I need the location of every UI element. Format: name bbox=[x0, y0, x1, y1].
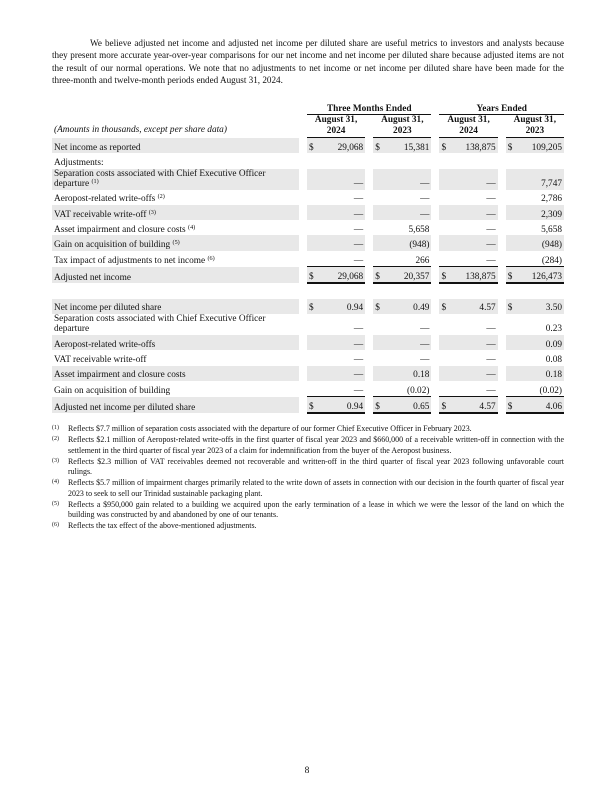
column-header: August 31, 2023 bbox=[373, 115, 431, 138]
table-row bbox=[52, 314, 564, 335]
footnote-text: Reflects $7.7 million of separation costs associated with the departure of our former Chief Executive Officer in February 2023. bbox=[68, 424, 472, 433]
cell-value: — bbox=[353, 255, 364, 266]
currency-symbol bbox=[439, 153, 451, 168]
footnote bbox=[52, 500, 564, 520]
currency-symbol bbox=[506, 235, 518, 250]
currency-symbol: $ bbox=[373, 299, 385, 314]
cell-value: 4.57 bbox=[452, 299, 498, 314]
table-row bbox=[52, 138, 564, 154]
cell-value: 138,875 bbox=[452, 138, 498, 154]
currency-symbol bbox=[373, 366, 385, 381]
cell-value: 5,658 bbox=[541, 224, 562, 235]
row-label: VAT receivable write-off $^{(3)}$ bbox=[52, 205, 299, 220]
cell-value: — bbox=[319, 366, 365, 381]
row-label: Net income per diluted share bbox=[52, 299, 299, 314]
cell-value: 138,875 bbox=[452, 267, 498, 284]
row-label: Separation costs associated with Chief Executive Officer departure bbox=[54, 313, 266, 335]
currency-symbol bbox=[307, 335, 319, 350]
cell-value: — bbox=[420, 355, 430, 366]
cell-value: 109,205 bbox=[518, 138, 564, 154]
table-row bbox=[52, 190, 564, 205]
cell-value: — bbox=[486, 385, 496, 396]
cell-value: (948) bbox=[518, 235, 564, 250]
currency-symbol bbox=[439, 220, 451, 235]
amounts-label: (Amounts in thousands, except per share data) bbox=[54, 125, 227, 135]
intro-paragraph: We believe adjusted net income and adjusted net income per diluted share are useful metrics to investors and analysts because they present more accurate year-over-year comparisons for our net income and net income per diluted share because adjusted items are not the result of our normal operations. We note that no adjustments to net income or net income per diluted share have been made for the three-month and twelve-month periods ended August 31, 2024. bbox=[52, 38, 564, 86]
row-label: VAT receivable write-off bbox=[54, 355, 147, 366]
cell-value: 0.94 bbox=[319, 299, 365, 314]
cell-value bbox=[385, 153, 431, 168]
cell-value: — bbox=[486, 255, 496, 266]
row-label: Separation costs associated with Chief Executive Officer departure $^{(1)}$ bbox=[52, 169, 299, 190]
currency-symbol bbox=[307, 153, 319, 168]
cell-value: — bbox=[319, 205, 365, 220]
cell-value: — bbox=[452, 235, 498, 250]
currency-symbol bbox=[373, 220, 385, 235]
currency-symbol: $ bbox=[373, 397, 385, 414]
cell-value: (0.02) bbox=[539, 385, 562, 396]
footnote-mark: (2) bbox=[52, 436, 59, 443]
table-row bbox=[52, 299, 564, 314]
currency-symbol bbox=[506, 381, 518, 397]
currency-symbol: $ bbox=[506, 397, 518, 414]
cell-value: — bbox=[319, 169, 365, 190]
cell-value: — bbox=[385, 335, 431, 350]
cell-value: (948) bbox=[385, 235, 431, 250]
page-number: 8 bbox=[304, 766, 310, 776]
currency-symbol bbox=[439, 205, 451, 220]
currency-symbol: $ bbox=[439, 267, 451, 284]
cell-value: — bbox=[486, 224, 496, 235]
row-label: Adjusted net income bbox=[52, 267, 299, 284]
cell-value: (0.02) bbox=[406, 385, 430, 396]
currency-symbol bbox=[373, 314, 385, 335]
currency-symbol bbox=[373, 381, 385, 397]
cell-value: — bbox=[353, 324, 364, 335]
group-header-years: Years Ended bbox=[439, 97, 564, 115]
footnote-text: Reflects $2.1 million of Aeropost-related write-offs in the first quarter of fiscal year 2023 and $660,000 of a receivable written-off in connection with the settlement in the third quarter of fiscal year 2023 of a claim for indemnification from the buyer of the Aeropost business. bbox=[68, 435, 564, 455]
cell-value: — bbox=[319, 235, 365, 250]
cell-value: 0.94 bbox=[319, 397, 365, 414]
footnote-mark: (3) bbox=[52, 457, 59, 464]
spacer-row bbox=[52, 283, 564, 298]
footnote-text: Reflects $2.3 million of VAT receivables deemed not recoverable and written-off in the third quarter of fiscal year 2023 following unfavorable court rulings. bbox=[68, 456, 564, 476]
currency-symbol bbox=[439, 350, 451, 365]
currency-symbol bbox=[439, 169, 451, 190]
currency-symbol bbox=[506, 350, 518, 365]
cell-value: — bbox=[452, 366, 498, 381]
currency-symbol bbox=[307, 205, 319, 220]
currency-symbol: $ bbox=[439, 299, 451, 314]
group-header-three-months: Three Months Ended bbox=[307, 97, 431, 115]
table-row bbox=[52, 251, 564, 267]
cell-value: — bbox=[486, 355, 496, 366]
currency-symbol bbox=[373, 235, 385, 250]
currency-symbol bbox=[373, 153, 385, 168]
currency-symbol bbox=[439, 190, 451, 205]
cell-value bbox=[452, 153, 498, 168]
currency-symbol bbox=[307, 220, 319, 235]
footnote bbox=[52, 424, 564, 434]
currency-symbol: $ bbox=[373, 267, 385, 284]
currency-symbol bbox=[307, 169, 319, 190]
footnote-text: Reflects $5.7 million of impairment charges primarily related to the write down of assets in connection with our decision in the fourth quarter of fiscal year 2023 to seek to sell our Trinidad sustainable packaging plant. bbox=[68, 478, 564, 498]
currency-symbol bbox=[506, 153, 518, 168]
footnote-text: Reflects the tax effect of the above-mentioned adjustments. bbox=[68, 521, 257, 531]
row-label: Gain on acquisition of building $^{(5)}$ bbox=[52, 235, 299, 250]
currency-symbol: $ bbox=[439, 138, 451, 154]
cell-value: — bbox=[385, 205, 431, 220]
cell-value: 0.09 bbox=[518, 335, 564, 350]
footnote bbox=[52, 457, 564, 477]
currency-symbol bbox=[307, 366, 319, 381]
cell-value: — bbox=[452, 335, 498, 350]
currency-symbol bbox=[506, 205, 518, 220]
row-label: Asset impairment and closure costs $^{(4)}$ bbox=[54, 223, 196, 235]
currency-symbol: $ bbox=[307, 138, 319, 154]
row-label: Tax impact of adjustments to net income $^{(6)}$ bbox=[54, 255, 215, 267]
currency-symbol bbox=[373, 205, 385, 220]
currency-symbol bbox=[373, 169, 385, 190]
cell-value: 4.06 bbox=[518, 397, 564, 414]
table-row bbox=[52, 267, 564, 284]
cell-value: — bbox=[452, 169, 498, 190]
currency-symbol: $ bbox=[506, 267, 518, 284]
row-label: Aeropost-related write-offs $^{(2)}$ bbox=[54, 193, 165, 205]
cell-value: 0.23 bbox=[545, 324, 562, 335]
cell-value: 29,068 bbox=[319, 267, 365, 284]
footnote-mark: (6) bbox=[52, 522, 59, 529]
table-row bbox=[52, 350, 564, 365]
currency-symbol bbox=[506, 251, 518, 267]
currency-symbol: $ bbox=[506, 299, 518, 314]
cell-value: 5,658 bbox=[408, 224, 430, 235]
currency-symbol: $ bbox=[506, 138, 518, 154]
currency-symbol bbox=[307, 190, 319, 205]
table-row bbox=[52, 235, 564, 250]
cell-value: — bbox=[420, 324, 430, 335]
footnote-mark: (1) bbox=[52, 425, 59, 431]
cell-value: 0.65 bbox=[385, 397, 431, 414]
row-label: Adjustments: bbox=[54, 158, 104, 169]
currency-symbol bbox=[506, 314, 518, 335]
table-row bbox=[52, 335, 564, 350]
cell-value: 4.57 bbox=[452, 397, 498, 414]
table-row bbox=[52, 220, 564, 235]
cell-value: — bbox=[486, 324, 496, 335]
cell-value: 3.50 bbox=[518, 299, 564, 314]
currency-symbol bbox=[439, 335, 451, 350]
row-label: Adjusted net income per diluted share bbox=[52, 397, 299, 414]
column-header: August 31, 2023 bbox=[506, 115, 564, 138]
cell-value: 15,381 bbox=[385, 138, 431, 154]
currency-symbol bbox=[506, 169, 518, 190]
table-row bbox=[52, 366, 564, 381]
cell-value: — bbox=[486, 194, 496, 205]
cell-value: 0.18 bbox=[385, 366, 431, 381]
cell-value: — bbox=[353, 385, 364, 396]
currency-symbol bbox=[439, 314, 451, 335]
cell-value: 29,068 bbox=[319, 138, 365, 154]
cell-value: 2,309 bbox=[518, 205, 564, 220]
adjusted-net-income-table bbox=[52, 97, 564, 414]
cell-value: — bbox=[420, 194, 430, 205]
row-label: Net income as reported bbox=[52, 138, 299, 154]
cell-value: — bbox=[353, 224, 364, 235]
currency-symbol bbox=[307, 314, 319, 335]
table-row bbox=[52, 205, 564, 220]
row-label: Aeropost-related write-offs bbox=[52, 335, 299, 350]
currency-symbol bbox=[439, 381, 451, 397]
currency-symbol bbox=[439, 235, 451, 250]
currency-symbol bbox=[506, 366, 518, 381]
cell-value: (284) bbox=[541, 255, 562, 266]
cell-value: — bbox=[353, 194, 364, 205]
currency-symbol: $ bbox=[373, 138, 385, 154]
currency-symbol: $ bbox=[307, 267, 319, 284]
column-header: August 31, 2024 bbox=[307, 115, 365, 138]
currency-symbol: $ bbox=[439, 397, 451, 414]
currency-symbol bbox=[373, 350, 385, 365]
cell-value bbox=[518, 153, 564, 168]
cell-value bbox=[319, 153, 365, 168]
cell-value: — bbox=[385, 169, 431, 190]
currency-symbol bbox=[307, 251, 319, 267]
currency-symbol bbox=[307, 235, 319, 250]
cell-value: — bbox=[353, 355, 364, 366]
currency-symbol bbox=[307, 350, 319, 365]
table-row bbox=[52, 397, 564, 414]
footnote-mark: (5) bbox=[52, 500, 59, 507]
row-label: Gain on acquisition of building bbox=[54, 386, 171, 397]
cell-value: — bbox=[452, 205, 498, 220]
column-header: August 31, 2024 bbox=[439, 115, 497, 138]
currency-symbol bbox=[506, 190, 518, 205]
footnotes bbox=[52, 424, 564, 533]
currency-symbol bbox=[307, 381, 319, 397]
cell-value: 266 bbox=[415, 255, 430, 266]
footnote-mark: (4) bbox=[52, 479, 59, 486]
cell-value: — bbox=[319, 335, 365, 350]
footnote bbox=[52, 435, 564, 455]
row-label: Asset impairment and closure costs bbox=[52, 366, 299, 381]
currency-symbol bbox=[373, 251, 385, 267]
table-row bbox=[52, 153, 564, 168]
currency-symbol bbox=[439, 366, 451, 381]
table-row bbox=[52, 169, 564, 190]
currency-symbol: $ bbox=[307, 397, 319, 414]
cell-value: 20,357 bbox=[385, 267, 431, 284]
cell-value: 126,473 bbox=[518, 267, 564, 284]
currency-symbol bbox=[373, 335, 385, 350]
currency-symbol bbox=[439, 251, 451, 267]
cell-value: 2,786 bbox=[541, 194, 562, 205]
currency-symbol bbox=[373, 190, 385, 205]
cell-value: 0.49 bbox=[385, 299, 431, 314]
cell-value: 7,747 bbox=[518, 169, 564, 190]
currency-symbol bbox=[506, 335, 518, 350]
footnote-text: Reflects a $950,000 gain related to a building we acquired upon the early termination of a lease in which we were the lessor of the land on which the building was constructed by and abandoned by one of our tenants. bbox=[68, 499, 564, 519]
cell-value: 0.18 bbox=[518, 366, 564, 381]
footnote bbox=[52, 521, 564, 531]
table-row bbox=[52, 381, 564, 397]
footnote bbox=[52, 478, 564, 498]
cell-value: 0.08 bbox=[545, 355, 562, 366]
currency-symbol: $ bbox=[307, 299, 319, 314]
currency-symbol bbox=[506, 220, 518, 235]
